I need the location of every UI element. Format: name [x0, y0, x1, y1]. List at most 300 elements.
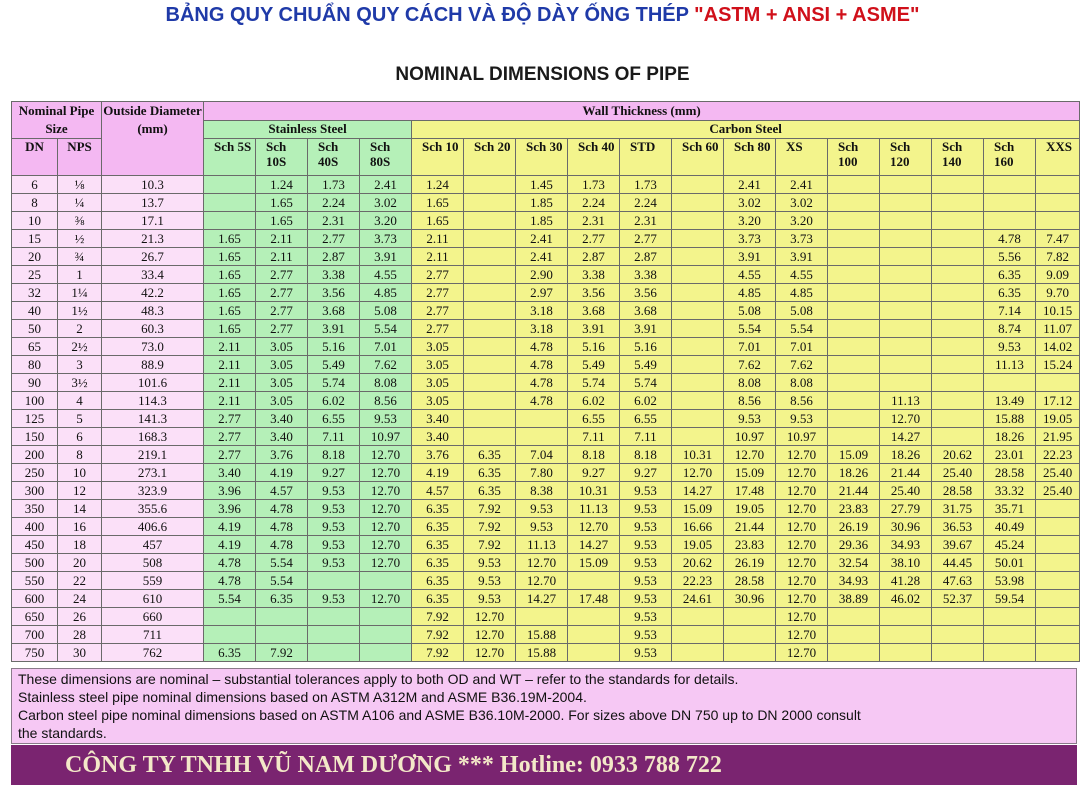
table-cell: 7.01 [776, 338, 828, 356]
table-cell: 3.76 [412, 446, 464, 464]
table-cell: 9.53 [724, 410, 776, 428]
table-cell: 12.70 [360, 446, 412, 464]
table-cell: 8.74 [984, 320, 1036, 338]
table-cell: 2.87 [308, 248, 360, 266]
table-cell: 6.55 [568, 410, 620, 428]
table-cell [828, 176, 880, 194]
table-cell: 21.3 [102, 230, 204, 248]
table-cell [880, 626, 932, 644]
table-cell: 8.18 [308, 446, 360, 464]
table-cell: 3.96 [204, 500, 256, 518]
table-cell: 5.54 [776, 320, 828, 338]
table-cell: 6.35 [984, 266, 1036, 284]
table-cell: 30.96 [880, 518, 932, 536]
table-cell [932, 284, 984, 302]
table-cell: 27.79 [880, 500, 932, 518]
table-row [12, 356, 1080, 374]
table-cell: 3.02 [360, 194, 412, 212]
table-cell [1036, 518, 1080, 536]
table-cell [880, 320, 932, 338]
table-cell: 6.35 [412, 500, 464, 518]
table-cell: 12.70 [360, 500, 412, 518]
table-cell: 2.11 [204, 356, 256, 374]
table-cell [932, 302, 984, 320]
table-cell: 20 [58, 554, 102, 572]
table-cell [672, 608, 724, 626]
table-cell: 9.53 [620, 518, 672, 536]
table-cell: 15.88 [516, 626, 568, 644]
table-cell: 23.83 [828, 500, 880, 518]
table-cell: 1.65 [256, 194, 308, 212]
table-cell [828, 266, 880, 284]
table-cell: 5.08 [724, 302, 776, 320]
header-stainless-col: Sch 10S [256, 139, 308, 176]
table-cell: 3.20 [776, 212, 828, 230]
table-cell: 14.27 [516, 590, 568, 608]
table-cell [828, 644, 880, 662]
table-cell: 34.93 [880, 536, 932, 554]
table-cell: 700 [12, 626, 58, 644]
table-cell: 7.14 [984, 302, 1036, 320]
table-cell: ⅛ [58, 176, 102, 194]
table-cell: 25.40 [1036, 482, 1080, 500]
table-cell [1036, 536, 1080, 554]
table-cell [516, 608, 568, 626]
table-cell [828, 392, 880, 410]
table-cell: 660 [102, 608, 204, 626]
table-cell [672, 176, 724, 194]
table-cell: 9.53 [776, 410, 828, 428]
table-cell: 12.70 [516, 572, 568, 590]
table-cell: 15.09 [828, 446, 880, 464]
table-cell [672, 356, 724, 374]
table-cell: 1.85 [516, 212, 568, 230]
table-cell [464, 212, 516, 230]
table-cell: 25.40 [880, 482, 932, 500]
table-cell: 4.57 [412, 482, 464, 500]
table-cell: 65 [12, 338, 58, 356]
table-cell: 1.65 [204, 284, 256, 302]
table-cell: 6.35 [412, 590, 464, 608]
table-cell [568, 608, 620, 626]
table-cell: 14.27 [568, 536, 620, 554]
banner-title [0, 4, 1085, 27]
table-cell: 100 [12, 392, 58, 410]
table-cell: 2.31 [568, 212, 620, 230]
table-cell: 406.6 [102, 518, 204, 536]
table-cell: 550 [12, 572, 58, 590]
table-title: NOMINAL DIMENSIONS OF PIPE [395, 64, 690, 85]
table-cell: 711 [102, 626, 204, 644]
table-cell [880, 302, 932, 320]
header-stainless-steel: Stainless Steel [204, 120, 412, 139]
table-cell: 12.70 [776, 554, 828, 572]
table-row [12, 644, 1080, 662]
table-cell: 12.70 [360, 590, 412, 608]
table-cell: 12 [58, 482, 102, 500]
table-cell: 8 [58, 446, 102, 464]
table-cell: 168.3 [102, 428, 204, 446]
table-cell: 3 [58, 356, 102, 374]
table-cell: 250 [12, 464, 58, 482]
table-cell: 3.91 [568, 320, 620, 338]
table-cell: 4.57 [256, 482, 308, 500]
table-cell: 4.78 [516, 338, 568, 356]
table-cell: 90 [12, 374, 58, 392]
table-cell [1036, 212, 1080, 230]
table-cell [308, 572, 360, 590]
table-cell: 7.92 [256, 644, 308, 662]
header-carbon-col: Sch 60 [672, 139, 724, 176]
table-cell [464, 284, 516, 302]
table-row [12, 212, 1080, 230]
table-cell: 13.49 [984, 392, 1036, 410]
table-cell: 9.53 [620, 536, 672, 554]
table-cell: 6.35 [204, 644, 256, 662]
table-cell: 1.65 [204, 230, 256, 248]
table-cell [984, 194, 1036, 212]
table-cell: 16.66 [672, 518, 724, 536]
table-cell: 3.40 [412, 410, 464, 428]
table-cell: 8 [12, 194, 58, 212]
table-cell [932, 266, 984, 284]
table-cell: 10.97 [776, 428, 828, 446]
table-cell: 750 [12, 644, 58, 662]
table-cell: 8.56 [360, 392, 412, 410]
table-cell: 3.40 [256, 410, 308, 428]
table-cell: 3.05 [412, 338, 464, 356]
table-cell: 2.77 [256, 284, 308, 302]
table-cell: 12.70 [776, 500, 828, 518]
table-cell: 4.78 [256, 536, 308, 554]
header-nps: NPS [58, 139, 102, 176]
table-cell [880, 284, 932, 302]
table-cell [932, 230, 984, 248]
table-cell: 4.78 [516, 356, 568, 374]
table-cell: 8.08 [724, 374, 776, 392]
table-cell [672, 626, 724, 644]
table-cell: 12.70 [360, 536, 412, 554]
table-cell: 19.05 [672, 536, 724, 554]
table-cell: 7.92 [464, 518, 516, 536]
table-cell [308, 608, 360, 626]
table-cell [932, 410, 984, 428]
table-cell: 5.49 [568, 356, 620, 374]
table-cell [932, 176, 984, 194]
table-cell: 1.65 [412, 212, 464, 230]
table-cell: 2.87 [568, 248, 620, 266]
table-cell: 6.35 [464, 464, 516, 482]
table-cell: 5.49 [308, 356, 360, 374]
table-cell: 114.3 [102, 392, 204, 410]
table-cell: 3.38 [308, 266, 360, 284]
table-cell [932, 248, 984, 266]
table-cell: 450 [12, 536, 58, 554]
table-cell [308, 626, 360, 644]
table-cell: 141.3 [102, 410, 204, 428]
table-cell [516, 410, 568, 428]
table-cell: 2.41 [516, 248, 568, 266]
table-cell: 7.04 [516, 446, 568, 464]
table-row [12, 320, 1080, 338]
table-cell: 3.73 [724, 230, 776, 248]
table-cell: 12.70 [776, 482, 828, 500]
table-cell: 2.77 [308, 230, 360, 248]
table-cell: 7.11 [308, 428, 360, 446]
table-cell: 650 [12, 608, 58, 626]
table-cell: 2.41 [776, 176, 828, 194]
table-cell: 53.98 [984, 572, 1036, 590]
table-cell: 7.62 [724, 356, 776, 374]
table-cell [828, 194, 880, 212]
table-cell [568, 572, 620, 590]
table-cell: 46.02 [880, 590, 932, 608]
header-carbon-col: Sch 10 [412, 139, 464, 176]
table-cell: ¾ [58, 248, 102, 266]
table-cell: 9.53 [464, 554, 516, 572]
table-cell: 24.61 [672, 590, 724, 608]
table-cell: 12.70 [464, 608, 516, 626]
table-cell: 18.26 [828, 464, 880, 482]
table-cell [464, 356, 516, 374]
table-cell: 52.37 [932, 590, 984, 608]
table-cell [828, 374, 880, 392]
table-cell [464, 266, 516, 284]
table-cell: 5 [58, 410, 102, 428]
table-cell: 9.09 [1036, 266, 1080, 284]
table-cell: 5.74 [568, 374, 620, 392]
table-cell: 12.70 [776, 626, 828, 644]
table-cell: 4.55 [360, 266, 412, 284]
table-cell: 3.38 [620, 266, 672, 284]
table-cell: 6.35 [464, 446, 516, 464]
table-cell: 13.7 [102, 194, 204, 212]
table-cell: 1½ [58, 302, 102, 320]
table-cell: 2.11 [204, 392, 256, 410]
table-cell: 2.41 [360, 176, 412, 194]
table-cell: 3.05 [256, 392, 308, 410]
table-cell [1036, 590, 1080, 608]
table-cell: 6.35 [412, 518, 464, 536]
table-cell: ½ [58, 230, 102, 248]
table-cell: 6 [12, 176, 58, 194]
table-cell: 12.70 [776, 536, 828, 554]
table-cell: 5.16 [568, 338, 620, 356]
table-cell [984, 374, 1036, 392]
table-cell [932, 374, 984, 392]
table-cell: 9.53 [464, 572, 516, 590]
table-cell: 6.35 [256, 590, 308, 608]
table-cell [724, 608, 776, 626]
table-cell: 26.7 [102, 248, 204, 266]
table-cell [360, 626, 412, 644]
table-cell: 15.24 [1036, 356, 1080, 374]
banner-title-prefix: BẢNG QUY CHUẨN QUY CÁCH VÀ ĐỘ DÀY ỐNG THÉP [165, 4, 695, 26]
table-cell [464, 248, 516, 266]
table-cell: 3.91 [308, 320, 360, 338]
table-cell [1036, 194, 1080, 212]
table-cell: 3.05 [412, 374, 464, 392]
table-cell: 9.53 [620, 644, 672, 662]
table-cell: 3.05 [256, 356, 308, 374]
table-cell: 8.18 [568, 446, 620, 464]
table-row [12, 590, 1080, 608]
table-cell [672, 230, 724, 248]
table-row [12, 302, 1080, 320]
table-cell: 17.48 [724, 482, 776, 500]
table-cell: 35.71 [984, 500, 1036, 518]
table-cell: 9.53 [620, 572, 672, 590]
table-cell: 21.44 [828, 482, 880, 500]
table-cell: 30.96 [724, 590, 776, 608]
table-cell [828, 284, 880, 302]
table-cell [360, 644, 412, 662]
table-cell [672, 320, 724, 338]
table-cell: 2.24 [620, 194, 672, 212]
table-cell: 19.05 [1036, 410, 1080, 428]
table-cell: 9.53 [516, 500, 568, 518]
table-cell: ¼ [58, 194, 102, 212]
table-cell [516, 428, 568, 446]
table-cell [1036, 500, 1080, 518]
banner-title-highlight: "ASTM + ANSI + ASME" [694, 4, 920, 26]
header-carbon-col: STD [620, 139, 672, 176]
table-cell: 1.65 [204, 248, 256, 266]
table-cell [932, 428, 984, 446]
table-cell: 3.02 [776, 194, 828, 212]
table-cell: 323.9 [102, 482, 204, 500]
header-outside-diameter: Outside Diameter (mm) [102, 102, 204, 176]
table-cell: 2.77 [620, 230, 672, 248]
table-cell: 10.97 [360, 428, 412, 446]
table-cell: 9.53 [984, 338, 1036, 356]
table-cell: 23.83 [724, 536, 776, 554]
table-cell: 3.91 [724, 248, 776, 266]
table-cell [1036, 626, 1080, 644]
table-cell: 12.70 [776, 590, 828, 608]
table-cell: 457 [102, 536, 204, 554]
table-row [12, 230, 1080, 248]
table-cell: 33.32 [984, 482, 1036, 500]
table-cell: 9.53 [308, 482, 360, 500]
table-cell: 7.92 [464, 536, 516, 554]
table-cell [984, 644, 1036, 662]
table-cell [1036, 554, 1080, 572]
table-cell: 9.53 [308, 536, 360, 554]
table-cell: 22.23 [672, 572, 724, 590]
table-cell: 59.54 [984, 590, 1036, 608]
table-cell: 4.78 [984, 230, 1036, 248]
table-cell: 3.91 [360, 248, 412, 266]
table-cell: 6.35 [412, 536, 464, 554]
table-cell: 350 [12, 500, 58, 518]
table-cell: 3.38 [568, 266, 620, 284]
table-cell: 41.28 [880, 572, 932, 590]
table-cell [828, 320, 880, 338]
table-cell: 5.49 [620, 356, 672, 374]
table-cell: 8.08 [360, 374, 412, 392]
table-cell: 3.40 [412, 428, 464, 446]
table-cell: 610 [102, 590, 204, 608]
table-cell: 7.92 [412, 644, 464, 662]
table-cell: 2.31 [308, 212, 360, 230]
table-cell: 6.35 [464, 482, 516, 500]
table-cell: 2.41 [724, 176, 776, 194]
table-cell: 1.85 [516, 194, 568, 212]
table-cell: 1.24 [412, 176, 464, 194]
table-cell: 26 [58, 608, 102, 626]
table-cell: 3½ [58, 374, 102, 392]
table-cell: 15 [12, 230, 58, 248]
table-cell: 9.70 [1036, 284, 1080, 302]
header-nominal-pipe-size: Nominal Pipe Size [12, 102, 102, 139]
table-cell: 5.54 [256, 572, 308, 590]
table-cell: 80 [12, 356, 58, 374]
table-cell: 1.45 [516, 176, 568, 194]
table-row [12, 482, 1080, 500]
table-cell: 1 [58, 266, 102, 284]
table-cell: 2.11 [412, 248, 464, 266]
table-cell: 2.77 [412, 284, 464, 302]
table-cell: 5.54 [256, 554, 308, 572]
table-cell: 2.77 [412, 266, 464, 284]
table-cell [1036, 176, 1080, 194]
table-row [12, 374, 1080, 392]
table-cell: 2.97 [516, 284, 568, 302]
table-cell: 11.13 [880, 392, 932, 410]
table-cell: 15.88 [516, 644, 568, 662]
note-line: Carbon steel pipe nominal dimensions based on ASTM A106 and ASME B36.10M-2000. For sizes above DN 750 up to DN 2000 consult [18, 707, 861, 723]
table-cell [360, 608, 412, 626]
table-cell: 15.09 [568, 554, 620, 572]
table-cell: 9.53 [620, 500, 672, 518]
table-cell [724, 644, 776, 662]
table-cell: 12.70 [464, 626, 516, 644]
table-cell: 12.70 [880, 410, 932, 428]
table-cell [672, 302, 724, 320]
table-cell: 10.3 [102, 176, 204, 194]
table-cell: 9.53 [620, 608, 672, 626]
table-row [12, 446, 1080, 464]
table-cell: 10.31 [672, 446, 724, 464]
table-cell [932, 356, 984, 374]
table-cell [984, 212, 1036, 230]
table-cell: 7.80 [516, 464, 568, 482]
table-cell: 3.05 [412, 392, 464, 410]
table-cell: 11.13 [568, 500, 620, 518]
table-cell: 559 [102, 572, 204, 590]
table-cell: 12.70 [776, 518, 828, 536]
header-carbon-col: XXS [1036, 139, 1080, 176]
table-cell: 1.73 [568, 176, 620, 194]
table-cell [932, 338, 984, 356]
table-cell: 3.40 [204, 464, 256, 482]
table-cell: 1.65 [204, 320, 256, 338]
table-row [12, 392, 1080, 410]
table-cell: 1.24 [256, 176, 308, 194]
header-carbon-col: Sch 100 [828, 139, 880, 176]
table-cell: 2.11 [204, 338, 256, 356]
table-cell: 101.6 [102, 374, 204, 392]
table-cell: 2.11 [412, 230, 464, 248]
table-cell [464, 338, 516, 356]
table-cell: 5.16 [620, 338, 672, 356]
table-cell: 2.77 [204, 428, 256, 446]
table-cell: 10 [12, 212, 58, 230]
header-carbon-steel: Carbon Steel [412, 120, 1080, 139]
table-row [12, 626, 1080, 644]
table-cell: 1.73 [620, 176, 672, 194]
